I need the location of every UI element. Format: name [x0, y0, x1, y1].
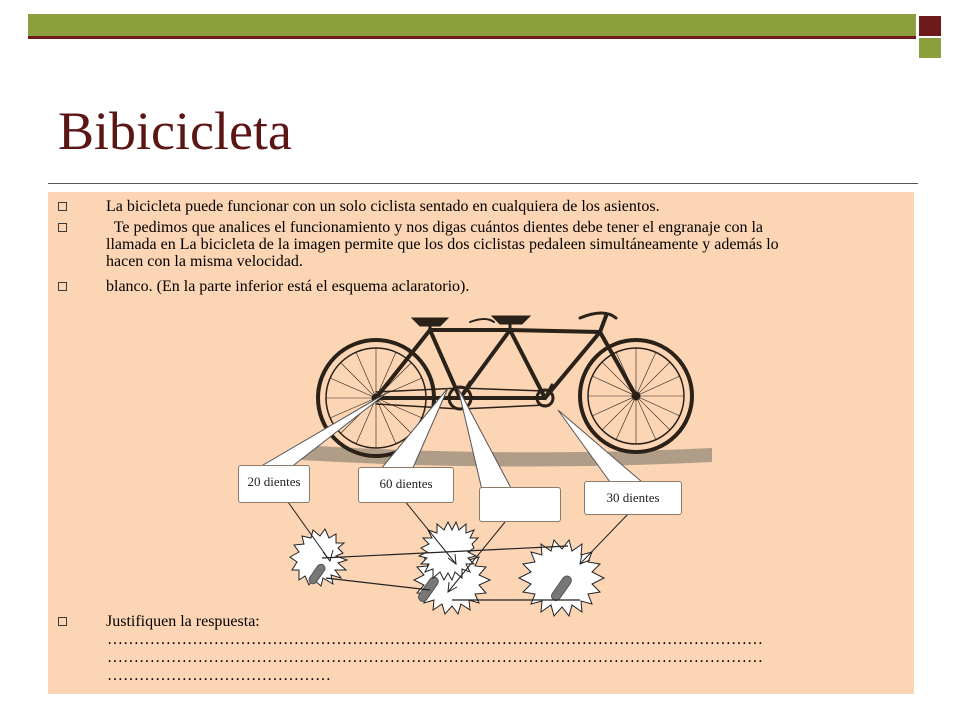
- callout-blank-answer: [479, 487, 561, 522]
- bullet-text: blanco. (En la parte inferior está el esquema aclaratorio).: [106, 278, 470, 295]
- bullet-text: hacen con la misma velocidad.: [106, 253, 303, 270]
- callout-pointer-d: [558, 410, 642, 482]
- square-bullet-icon: [58, 617, 67, 626]
- justify-prompt: Justifiquen la respuesta:: [106, 613, 260, 630]
- answer-line-3: ……………………………………: [107, 667, 331, 684]
- callout-60-teeth: 60 dientes: [358, 467, 454, 503]
- answer-line-2: ……………………………………………………………………………………………………………: [107, 649, 763, 666]
- bullet-text: Te pedimos que analices el funcionamiento y nos digas cuántos dientes debe tener el engranaje con la: [106, 219, 764, 236]
- gear-right-icon: [519, 540, 604, 616]
- tandem-bicycle-drawing: [300, 313, 712, 467]
- callout-30-teeth: 30 dientes: [584, 481, 682, 515]
- callout-pointer-c: [458, 388, 512, 490]
- bullet-text: La bicicleta puede funcionar con un solo ciclista sentado en cualquiera de los asientos.: [106, 198, 660, 215]
- answer-line-1: ……………………………………………………………………………………………………………: [107, 631, 763, 648]
- bullet-text: llamada en La bicicleta de la imagen permite que los dos ciclistas pedaleen simultáneamente y además lo: [106, 236, 779, 253]
- gear-diagram: [290, 522, 604, 616]
- slide-title: Bibicicleta: [58, 101, 292, 161]
- callout-20-teeth: 20 dientes: [238, 465, 310, 503]
